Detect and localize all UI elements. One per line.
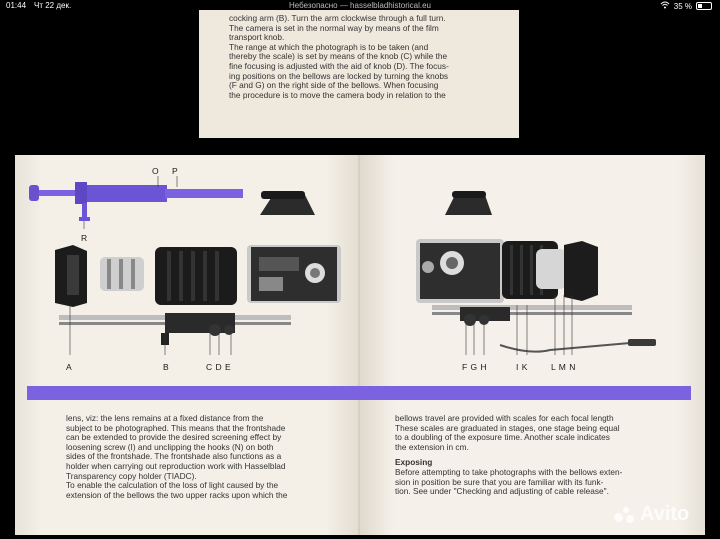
bellows-unit (155, 247, 237, 305)
right-line: the extension in cm. (395, 441, 469, 452)
left-body-text (66, 414, 322, 500)
right-body-text (395, 414, 655, 497)
top-line: the procedure is to move the camera body in relation to the (229, 89, 446, 100)
left-line: loosening screw (I) and unclipping the hooks (N) on both (66, 441, 274, 452)
right-line: Before attempting to take photographs with the bellows exten- (395, 466, 623, 477)
wifi-icon (660, 1, 670, 11)
label-r: R (81, 233, 88, 243)
top-line: (F and G) on the right side of the bellows. When focusing (229, 80, 439, 91)
label-ik: I K (516, 362, 528, 372)
camera-body-left (247, 191, 341, 303)
address-bar-url[interactable]: Небезопасно — hasselbladhistorical.eu (289, 1, 431, 10)
top-line: transport knob. (229, 32, 285, 43)
label-fgh: F G H (462, 362, 488, 372)
avito-logo-icon (614, 507, 636, 523)
status-date: Чт 22 дек. (34, 1, 72, 10)
left-line: holder when carrying out reproduction work with Hasselblad (66, 460, 286, 471)
bellows-diagram-left (15, 155, 360, 385)
left-line: lens, viz: the lens remains at a fixed distance from the (66, 413, 264, 423)
top-line: cocking arm (B). Turn the arm clockwise through a full turn. (229, 13, 446, 23)
label-p: P (172, 166, 179, 176)
status-indicators (660, 1, 712, 11)
left-line: subject to be photographed. This means that the frontshade (66, 422, 286, 433)
label-a: A (66, 362, 73, 372)
left-line: extension of the bellows the two upper racks upon which the (66, 489, 288, 500)
top-page-scan (199, 10, 519, 138)
bellows-diagram-right (360, 155, 705, 385)
label-b: B (163, 362, 170, 372)
right-line: sion in position be sure that you are familiar with its funk- (395, 476, 604, 487)
lens (100, 257, 144, 291)
avito-wordmark: Avito (640, 503, 690, 525)
avito-watermark (614, 503, 689, 526)
left-line: To enable the calculation of the loss of light caused by the (66, 480, 279, 491)
top-line: thereby the scale) is set by means of the knob (C) while the (229, 51, 448, 62)
right-line: These scales are graduated in stages, one stage being equal (395, 422, 620, 433)
label-cde: C D E (206, 362, 232, 372)
left-line: sides of the frontshade. The frontshade also functions as a (66, 451, 282, 462)
callout-lines-right (466, 295, 572, 355)
battery-icon (696, 2, 712, 10)
battery-percent: 35 % (673, 1, 692, 11)
top-line: fine focusing is adjusted with the aid of knob (D). The focus- (229, 60, 449, 71)
left-line: can be extended to provide the desired screening effect by (66, 432, 282, 443)
top-line: ing positions on the bellows are locked by turning the knobs (229, 70, 449, 81)
cable-release-tube (29, 182, 243, 221)
label-lmn: L M N (551, 362, 576, 372)
top-line: The range at which the photograph is to be taken (and (229, 41, 429, 52)
frontshade (55, 245, 87, 307)
top-line: The camera is set in the normal way by means of the film (229, 22, 439, 33)
status-time: 01:44 (6, 1, 27, 10)
accent-band (27, 386, 691, 400)
focusing-rail-right (432, 305, 656, 352)
focusing-rail (59, 313, 291, 345)
exposing-heading: Exposing (395, 457, 433, 468)
right-line: to a doubling of the exposure time. Another scale indicates (395, 432, 610, 443)
right-line: tion. See under "Checking and adjusting of cable release". (395, 486, 609, 497)
top-page-text (229, 14, 491, 100)
camera-body-right (416, 191, 504, 303)
bellows-unit-right (502, 241, 598, 301)
label-o: O (152, 166, 160, 176)
left-line: Transparency copy holder (TIADC). (66, 470, 197, 481)
right-line: bellows travel are provided with scales for each focal length (395, 413, 614, 423)
